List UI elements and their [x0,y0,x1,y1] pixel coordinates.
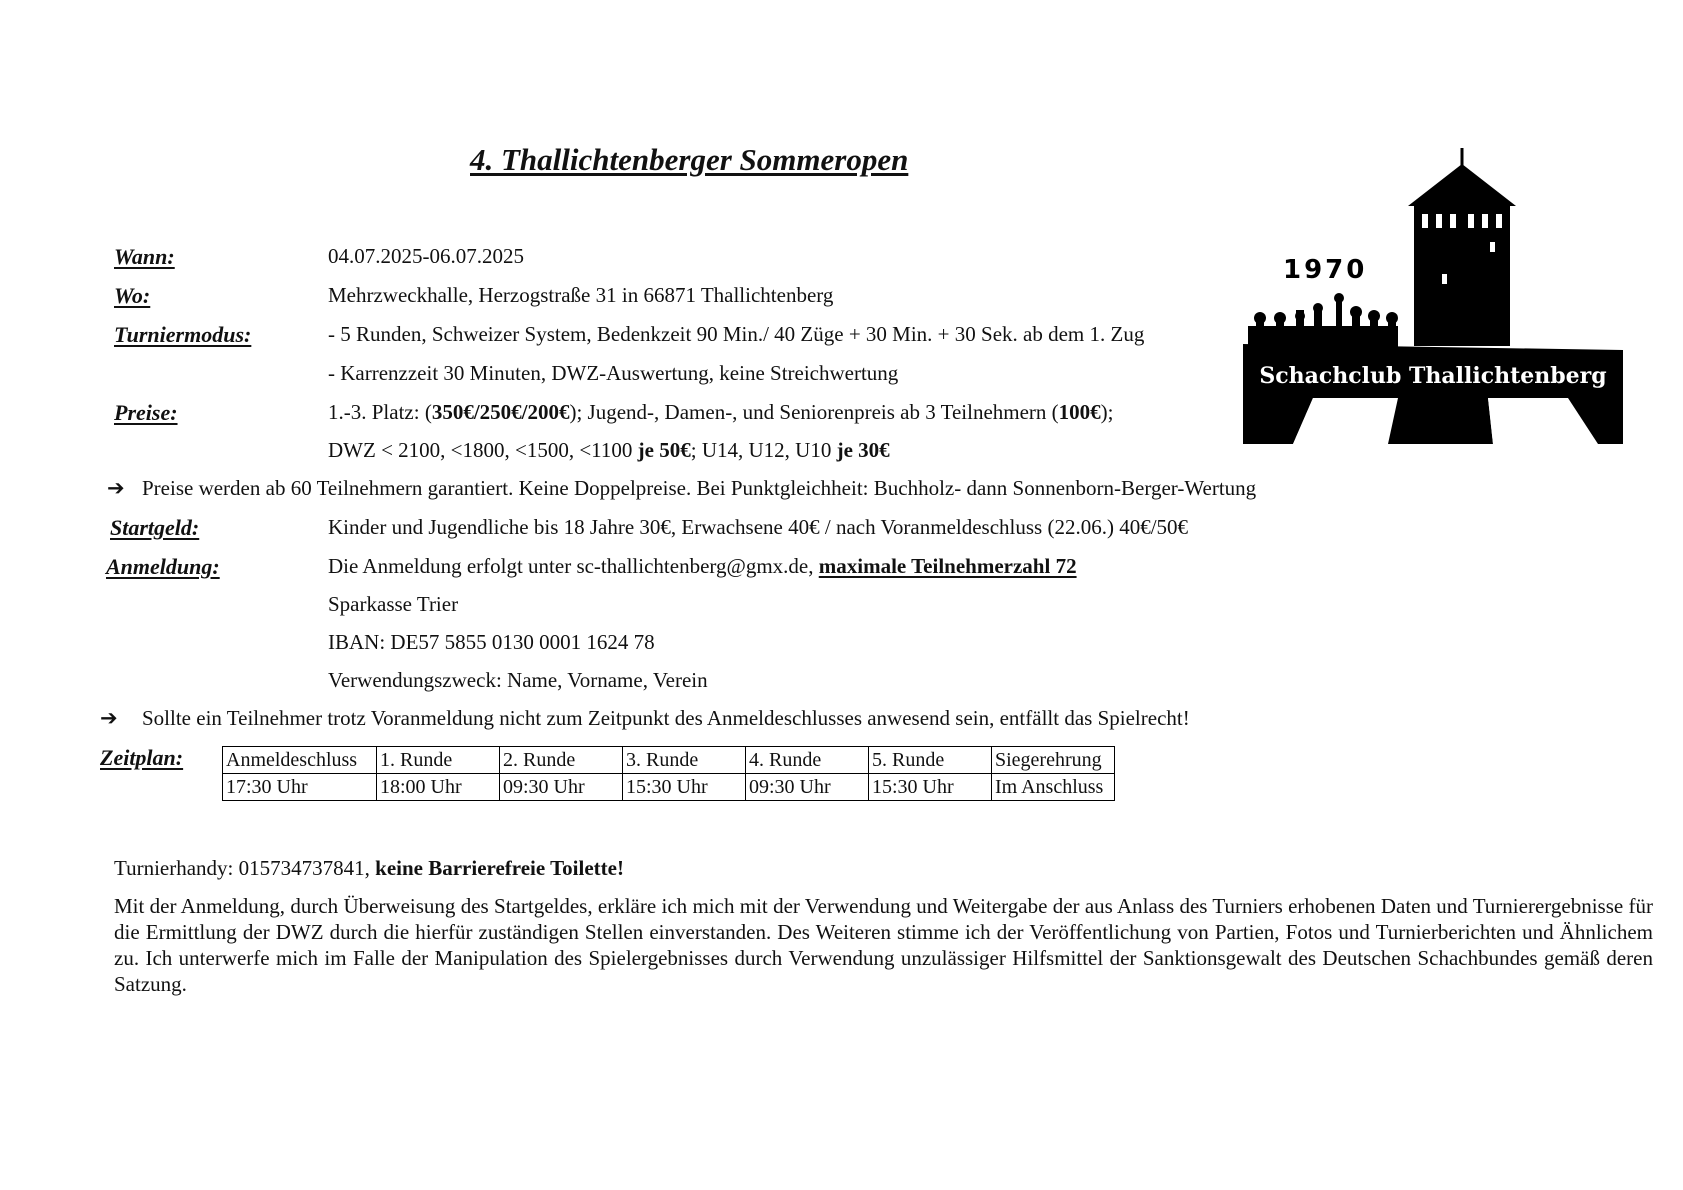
anmeldung-bank: Sparkasse Trier [328,592,459,616]
table-header-cell: Siegerehrung [992,747,1115,774]
wann-label: Wann: [114,244,175,269]
anmeldung-verwendungszweck: Verwendungszweck: Name, Vorname, Verein [328,668,708,692]
table-header-cell: Anmeldeschluss [223,747,377,774]
club-logo [1238,148,1628,448]
table-cell: 15:30 Uhr [623,774,746,801]
anmeldung-label: Anmeldung: [106,554,220,579]
table-row [223,747,1115,774]
table-header-cell: 4. Runde [746,747,869,774]
logo-club-name: Schachclub Thallichtenberg [1259,363,1607,389]
table-cell: 09:30 Uhr [500,774,623,801]
disclaimer-paragraph: Mit der Anmeldung, durch Überweisung des Startgeldes, erkläre ich mich mit der Verwendung und Weitergabe der aus Anlass des Turniers erhobenen Daten und Turnierergebnisse für die Ermittlung der DWZ durch die hierfür zuständigen Stellen einverstanden. Des Weiteren stimme ich der Veröffentlichung von Partien, Fotos und Turnierberichten und Ähnlichem zu. Ich unterwerfe mich im Falle der Manipulation des Spielergebnisses durch Verwendung unzulässiger Hilfsmittel der Sanktionsgewalt des Deutschen Schachbundes gemäß deren Satzung. [114,894,1653,996]
table-header-cell: 2. Runde [500,747,623,774]
wann-value: 04.07.2025-06.07.2025 [328,244,524,268]
preise-line2: DWZ < 2100, <1800, <1500, <1100 je 50€; U14, U12, U10 je 30€ [328,438,890,462]
zeitplan-label: Zeitplan: [100,745,184,770]
table-cell: 09:30 Uhr [746,774,869,801]
right-arrow-icon: ➔ [107,476,125,500]
anmeldung-iban: IBAN: DE57 5855 0130 0001 1624 78 [328,630,655,654]
startgeld-value: Kinder und Jugendliche bis 18 Jahre 30€, Erwachsene 40€ / nach Voranmeldeschluss (22.06.) 40€/50€ [328,515,1189,539]
zeitplan-table [222,746,1115,801]
prize-note: Preise werden ab 60 Teilnehmern garantiert. Keine Doppelpreise. Bei Punktgleichheit: Buchholz- dann Sonnenborn-Berger-Wertung [142,476,1257,500]
wo-label: Wo: [114,283,151,308]
table-cell: 17:30 Uhr [223,774,377,801]
spielrecht-note: Sollte ein Teilnehmer trotz Voranmeldung nicht zum Zeitpunkt des Anmeldeschlusses anwesend sein, entfällt das Spielrecht! [142,706,1190,730]
page-title: 4. Thallichtenberger Sommeropen [470,142,909,177]
table-header-cell: 1. Runde [377,747,500,774]
turniermodus-label: Turniermodus: [114,322,252,347]
logo-year: 1970 [1283,255,1368,285]
startgeld-label: Startgeld: [110,515,200,540]
table-cell: 18:00 Uhr [377,774,500,801]
table-cell: 15:30 Uhr [869,774,992,801]
wo-value: Mehrzweckhalle, Herzogstraße 31 in 66871 Thallichtenberg [328,283,834,307]
table-header-cell: 3. Runde [623,747,746,774]
turniermodus-line2: - Karrenzzeit 30 Minuten, DWZ-Auswertung, keine Streichwertung [328,361,899,385]
right-arrow-icon: ➔ [100,706,118,730]
table-header-cell: 5. Runde [869,747,992,774]
table-row [223,774,1115,801]
anmeldung-line1: Die Anmeldung erfolgt unter sc-thallichtenberg@gmx.de, maximale Teilnehmerzahl 72 [328,554,1077,578]
preise-line1: 1.-3. Platz: (350€/250€/200€); Jugend-, Damen-, und Seniorenpreis ab 3 Teilnehmern (100€); [328,400,1114,424]
table-cell: Im Anschluss [992,774,1115,801]
turniermodus-line1: - 5 Runden, Schweizer System, Bedenkzeit 90 Min./ 40 Züge + 30 Min. + 30 Sek. ab dem 1. Zug [328,322,1145,346]
preise-label: Preise: [114,400,178,425]
turnierhandy-line: Turnierhandy: 015734737841, keine Barrierefreie Toilette! [114,856,624,880]
